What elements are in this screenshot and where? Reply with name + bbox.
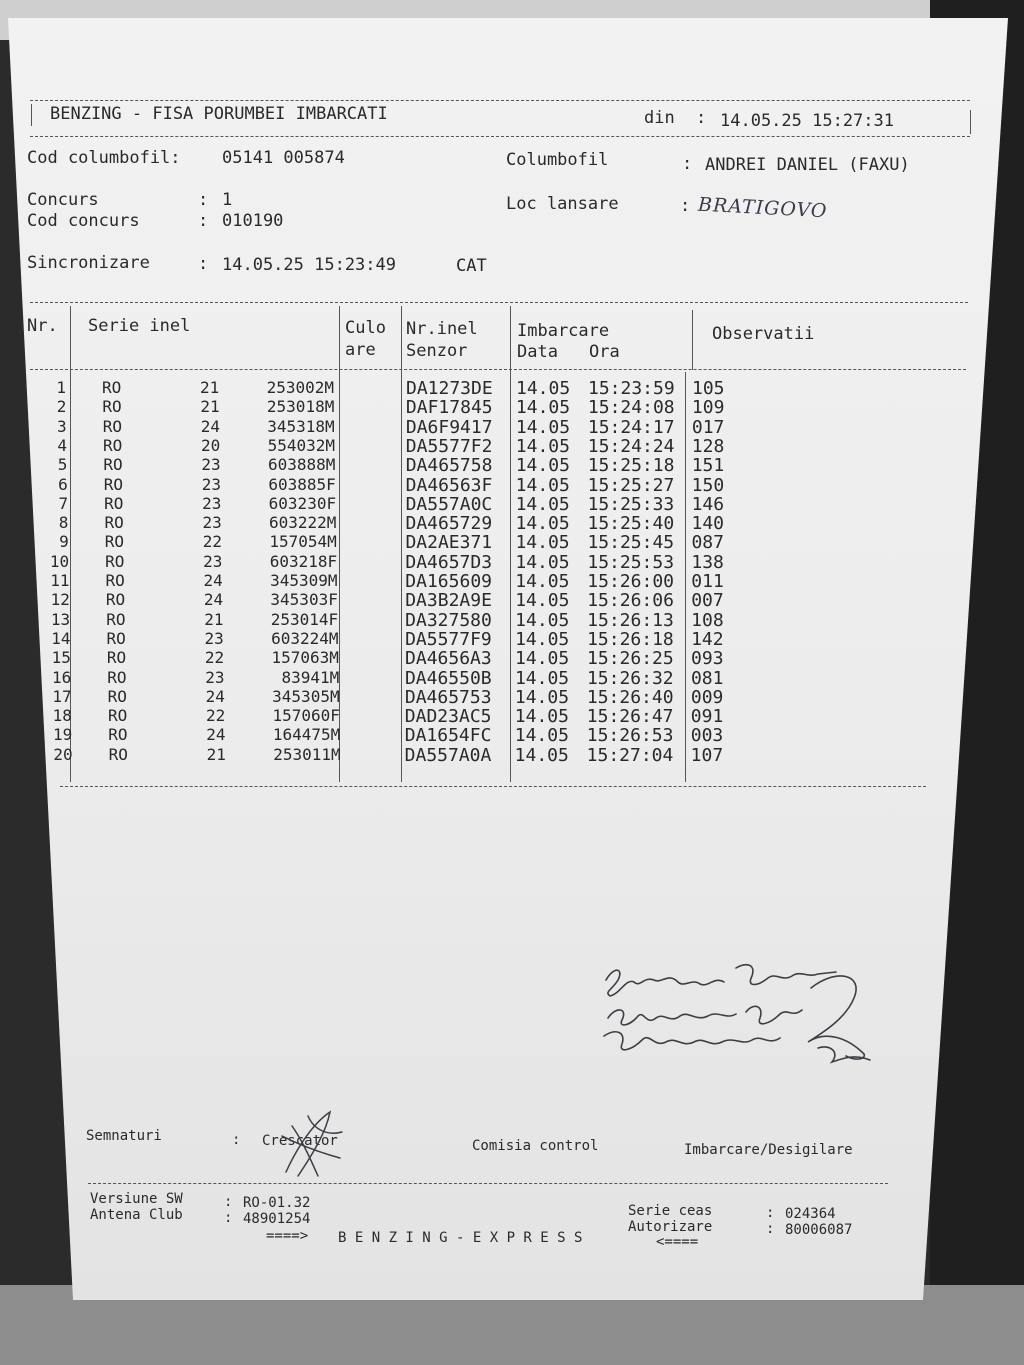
cell-an: 24: [200, 416, 220, 436]
cell-data: 14.05: [515, 435, 570, 457]
cell-tara: RO: [102, 378, 122, 397]
cell-an: 23: [203, 551, 223, 571]
cod-columbofil-value: 05141 005874: [222, 148, 345, 168]
antena-value: 48901254: [243, 1211, 311, 1227]
table-row: [0, 513, 1024, 533]
cell-ora: 15:26:18: [587, 628, 674, 650]
cell-an: 24: [203, 571, 223, 590]
cell-tara: RO: [102, 397, 122, 417]
cell-an: 21: [200, 397, 220, 417]
table-rule-bottom: [60, 786, 926, 787]
cod-columbofil-label: Cod columbofil:: [27, 148, 181, 168]
commission-signatures: [596, 958, 886, 1073]
cell-inel: 253002M: [266, 378, 334, 397]
cell-observatii: 093: [691, 648, 724, 670]
cell-observatii: 142: [691, 628, 724, 650]
cell-nr: 6: [58, 474, 68, 494]
crescator-label: Crescator: [262, 1133, 338, 1149]
cell-observatii: 017: [691, 416, 725, 438]
cell-tara: RO: [107, 686, 127, 706]
cell-tara: RO: [106, 609, 126, 629]
cell-tara: RO: [106, 628, 126, 648]
cell-tara: RO: [104, 493, 124, 513]
cell-inel: 603885F: [268, 474, 336, 494]
cell-an: 24: [205, 686, 225, 706]
cell-observatii: 108: [691, 609, 724, 631]
autorizare-value: 80006087: [785, 1222, 853, 1238]
header-date-label: din: [644, 108, 675, 128]
crescator-signature: [268, 1106, 354, 1182]
cell-senzor: DA4656A3: [405, 648, 492, 670]
table-row: [0, 378, 1024, 398]
cell-senzor: DA5577F9: [405, 628, 492, 650]
imbarcare-desigilare-label: Imbarcare/Desigilare: [684, 1142, 853, 1158]
cell-ora: 15:26:32: [586, 667, 674, 689]
col-serie-header: Serie inel: [88, 316, 191, 336]
cell-ora: 15:25:27: [587, 474, 675, 496]
cell-data: 14.05: [515, 551, 570, 573]
cell-nr: 14: [51, 628, 71, 648]
cell-nr: 10: [49, 551, 70, 571]
cell-tara: RO: [105, 590, 126, 610]
cell-data: 14.05: [514, 706, 569, 728]
cell-observatii: 150: [691, 474, 725, 496]
cell-nr: 2: [56, 397, 67, 417]
cell-inel: 345318M: [267, 416, 335, 436]
cell-data: 14.05: [514, 667, 570, 689]
header-border-left: [31, 104, 32, 126]
table-row: [0, 532, 1024, 552]
cell-nr: 5: [57, 455, 68, 475]
cell-inel: 157054M: [269, 532, 337, 552]
cell-observatii: 081: [690, 667, 724, 689]
header-rule-bottom: [30, 136, 970, 137]
cell-observatii: 140: [691, 513, 725, 535]
cell-tara: RO: [108, 725, 128, 745]
cell-an: 21: [204, 609, 224, 629]
cell-ora: 15:23:59: [588, 378, 675, 399]
cell-senzor: DA1654FC: [404, 725, 492, 747]
serie-ceas-label: Serie ceas: [628, 1203, 713, 1219]
cell-ora: 15:27:04: [586, 744, 674, 766]
cell-inel: 157063M: [271, 648, 339, 668]
loc-lansare-label: Loc lansare: [506, 194, 619, 214]
versiune-value: RO-01.32: [243, 1195, 311, 1211]
footer-rule: [88, 1183, 888, 1184]
cell-inel: 603230F: [268, 493, 337, 513]
cell-nr: 20: [53, 744, 73, 764]
table-row: [0, 687, 1024, 707]
cell-data: 14.05: [515, 513, 570, 535]
cell-senzor: DA465758: [405, 455, 493, 477]
columbofil-label: Columbofil: [506, 150, 609, 170]
cell-nr: 15: [51, 648, 71, 668]
cell-inel: 603888M: [267, 455, 336, 475]
cell-senzor: DA1273DE: [406, 378, 493, 399]
cell-senzor: DA165609: [405, 571, 492, 592]
cell-ora: 15:24:08: [587, 397, 675, 419]
cell-nr: 16: [51, 667, 72, 687]
loc-lansare-value: BRATIGOVO: [697, 193, 829, 223]
cell-an: 21: [206, 744, 226, 764]
comisia-label: Comisia control: [472, 1138, 599, 1154]
cell-inel: 345303F: [270, 590, 338, 610]
table-rule-header: [30, 369, 966, 370]
table-row: [0, 725, 1024, 745]
cell-ora: 15:25:45: [587, 532, 675, 554]
cell-observatii: 107: [690, 744, 724, 766]
cell-tara: RO: [104, 513, 124, 533]
cell-ora: 15:25:40: [587, 513, 675, 535]
col-observatii-header: Observatii: [712, 324, 815, 344]
col-nrinel-header-2: Senzor: [406, 341, 468, 361]
cell-an: 23: [205, 667, 225, 687]
cell-data: 14.05: [515, 397, 571, 419]
cell-ora: 15:26:00: [587, 571, 674, 592]
table-row: [0, 629, 1024, 649]
cell-nr: 8: [58, 513, 69, 533]
cell-nr: 19: [53, 725, 73, 745]
col-culoare-header-1: Culo: [345, 318, 386, 338]
cell-data: 14.05: [514, 725, 569, 747]
cell-senzor: DA557A0A: [404, 744, 492, 766]
cell-an: 23: [204, 628, 224, 648]
cell-an: 23: [202, 513, 222, 533]
col-nrinel-header-1: Nr.inel: [406, 319, 478, 339]
cell-senzor: DA465753: [404, 686, 492, 708]
cell-tara: RO: [107, 667, 127, 687]
table-row: [0, 668, 1024, 688]
header-title: BENZING - FISA PORUMBEI IMBARCATI: [50, 104, 388, 124]
cell-ora: 15:26:25: [587, 648, 674, 670]
cell-observatii: 138: [691, 551, 724, 573]
table-row: [0, 648, 1024, 668]
cell-senzor: DA5577F2: [405, 435, 493, 457]
cell-senzor: DA2AE371: [405, 532, 493, 554]
cell-an: 23: [201, 474, 222, 494]
cell-data: 14.05: [515, 609, 570, 631]
cell-inel: 603218F: [269, 551, 338, 571]
cell-an: 22: [202, 532, 223, 552]
cell-inel: 554032M: [267, 435, 336, 455]
brand-name: B E N Z I N G - E X P R E S S: [338, 1230, 583, 1246]
cell-inel: 164475M: [272, 725, 341, 745]
semnaturi-label: Semnaturi: [86, 1128, 162, 1144]
col-data-header: Data: [517, 342, 558, 362]
cell-observatii: 128: [691, 435, 725, 457]
sincronizare-label: Sincronizare: [27, 253, 150, 273]
cell-data: 14.05: [515, 474, 570, 496]
table-row: [0, 455, 1024, 475]
cell-observatii: 009: [690, 686, 724, 708]
col-ora-header: Ora: [589, 342, 620, 362]
cell-ora: 15:25:33: [587, 493, 675, 515]
table-row: [0, 436, 1024, 456]
cell-ora: 15:25:18: [587, 455, 675, 477]
cell-nr: 11: [50, 571, 70, 590]
cod-concurs-label: Cod concurs: [27, 211, 140, 231]
cell-inel: 603224M: [271, 628, 339, 648]
cell-senzor: DAD23AC5: [404, 706, 492, 728]
cell-senzor: DA465729: [405, 513, 493, 535]
cell-senzor: DA4657D3: [405, 551, 493, 573]
cell-inel: 253018M: [266, 397, 335, 417]
table-row: [0, 610, 1024, 630]
cell-tara: RO: [103, 455, 123, 475]
cell-tara: RO: [103, 435, 123, 455]
cell-inel: 345305M: [272, 686, 340, 706]
col-imbarcare-header: Imbarcare: [517, 321, 610, 341]
cell-nr: 7: [58, 493, 69, 513]
cell-tara: RO: [108, 744, 128, 764]
cell-senzor: DA46550B: [404, 667, 492, 689]
cell-inel: 253014F: [270, 609, 339, 629]
cell-senzor: DA6F9417: [405, 416, 493, 438]
sincronizare-tz: CAT: [456, 256, 487, 276]
header-rule-top: [30, 100, 970, 101]
table-row: [0, 475, 1024, 495]
cell-senzor: DA327580: [405, 609, 492, 631]
cell-data: 14.05: [515, 628, 570, 650]
cell-tara: RO: [104, 532, 125, 552]
cell-ora: 15:26:53: [586, 725, 674, 747]
cell-nr: 1: [56, 378, 66, 397]
cell-ora: 15:25:53: [587, 551, 675, 573]
cell-nr: 9: [59, 532, 69, 552]
cell-tara: RO: [102, 416, 122, 436]
cell-an: 23: [202, 493, 222, 513]
cell-observatii: 105: [692, 378, 725, 399]
cell-an: 22: [205, 706, 226, 726]
cell-inel: 253011M: [273, 744, 341, 764]
cell-inel: 603222M: [269, 513, 337, 533]
cell-data: 14.05: [514, 744, 569, 766]
cell-observatii: 087: [691, 532, 724, 554]
autorizare-label: Autorizare: [628, 1219, 713, 1235]
cell-ora: 15:26:47: [586, 706, 674, 728]
header-date-value: 14.05.25 15:27:31: [720, 111, 894, 131]
cell-tara: RO: [106, 648, 127, 668]
cell-tara: RO: [105, 551, 125, 571]
cell-ora: 15:26:06: [587, 590, 674, 612]
cell-observatii: 007: [691, 590, 724, 612]
cell-data: 14.05: [516, 378, 571, 399]
cell-an: 23: [201, 455, 221, 475]
cell-nr: 3: [57, 416, 67, 436]
cell-an: 24: [203, 590, 224, 610]
concurs-label: Concurs: [27, 190, 99, 210]
cell-nr: 12: [50, 590, 70, 610]
cell-data: 14.05: [514, 686, 570, 708]
cell-inel: 345309M: [270, 571, 338, 590]
col-sep-imbarcare-head: [692, 310, 693, 370]
concurs-value: 1: [222, 190, 233, 210]
columbofil-value: ANDREI DANIEL (FAXU): [705, 155, 910, 175]
cell-tara: RO: [107, 706, 128, 726]
versiune-label: Versiune SW: [90, 1191, 183, 1207]
cell-nr: 18: [52, 706, 72, 726]
cell-observatii: 146: [691, 493, 725, 515]
table-row: [0, 494, 1024, 514]
table-rule-top: [30, 302, 968, 303]
cell-ora: 15:26:40: [586, 686, 674, 708]
cell-data: 14.05: [515, 455, 570, 477]
antena-label: Antena Club: [90, 1207, 183, 1223]
cell-nr: 13: [50, 609, 71, 629]
cell-an: 21: [200, 378, 220, 397]
cell-nr: 4: [57, 435, 68, 455]
cell-observatii: 003: [690, 725, 724, 747]
table-row: [0, 590, 1024, 610]
cell-data: 14.05: [515, 416, 571, 438]
cell-senzor: DA3B2A9E: [405, 590, 492, 612]
cell-senzor: DAF17845: [405, 397, 493, 419]
cell-ora: 15:26:13: [587, 609, 674, 631]
cell-data: 14.05: [515, 493, 570, 515]
cell-observatii: 151: [691, 455, 725, 477]
table-row: [0, 745, 1024, 765]
cell-inel: 157060F: [272, 706, 340, 726]
cell-senzor: DA46563F: [405, 474, 493, 496]
cell-senzor: DA557A0C: [405, 493, 493, 515]
table-row: [0, 571, 1024, 591]
cell-data: 14.05: [515, 532, 570, 554]
cell-an: 24: [206, 725, 226, 745]
sincronizare-value: 14.05.25 15:23:49: [222, 255, 396, 275]
cod-concurs-value: 010190: [222, 211, 284, 231]
cell-an: 20: [201, 435, 221, 455]
cell-data: 14.05: [515, 571, 570, 592]
col-nr-header: Nr.: [27, 316, 58, 336]
table-row: [0, 397, 1024, 417]
header-border-right: [970, 110, 971, 134]
cell-observatii: 091: [690, 706, 724, 728]
serie-ceas-value: 024364: [785, 1206, 836, 1222]
cell-observatii: 109: [691, 397, 725, 419]
cell-observatii: 011: [691, 571, 724, 592]
table-row: [0, 706, 1024, 726]
cell-nr: 17: [52, 686, 72, 706]
table-row: [0, 552, 1024, 572]
brand-arrow-right: <====: [656, 1234, 699, 1250]
cell-ora: 15:24:17: [587, 416, 675, 438]
table-row: [0, 417, 1024, 437]
cell-tara: RO: [105, 571, 125, 590]
brand-arrow-left: ====>: [266, 1228, 309, 1244]
cell-inel: 83941M: [281, 667, 340, 687]
cell-ora: 15:24:24: [587, 435, 675, 457]
cell-data: 14.05: [515, 590, 570, 612]
col-culoare-header-2: are: [345, 340, 376, 360]
cell-tara: RO: [103, 474, 124, 494]
cell-an: 22: [204, 648, 225, 668]
cell-data: 14.05: [515, 648, 570, 670]
